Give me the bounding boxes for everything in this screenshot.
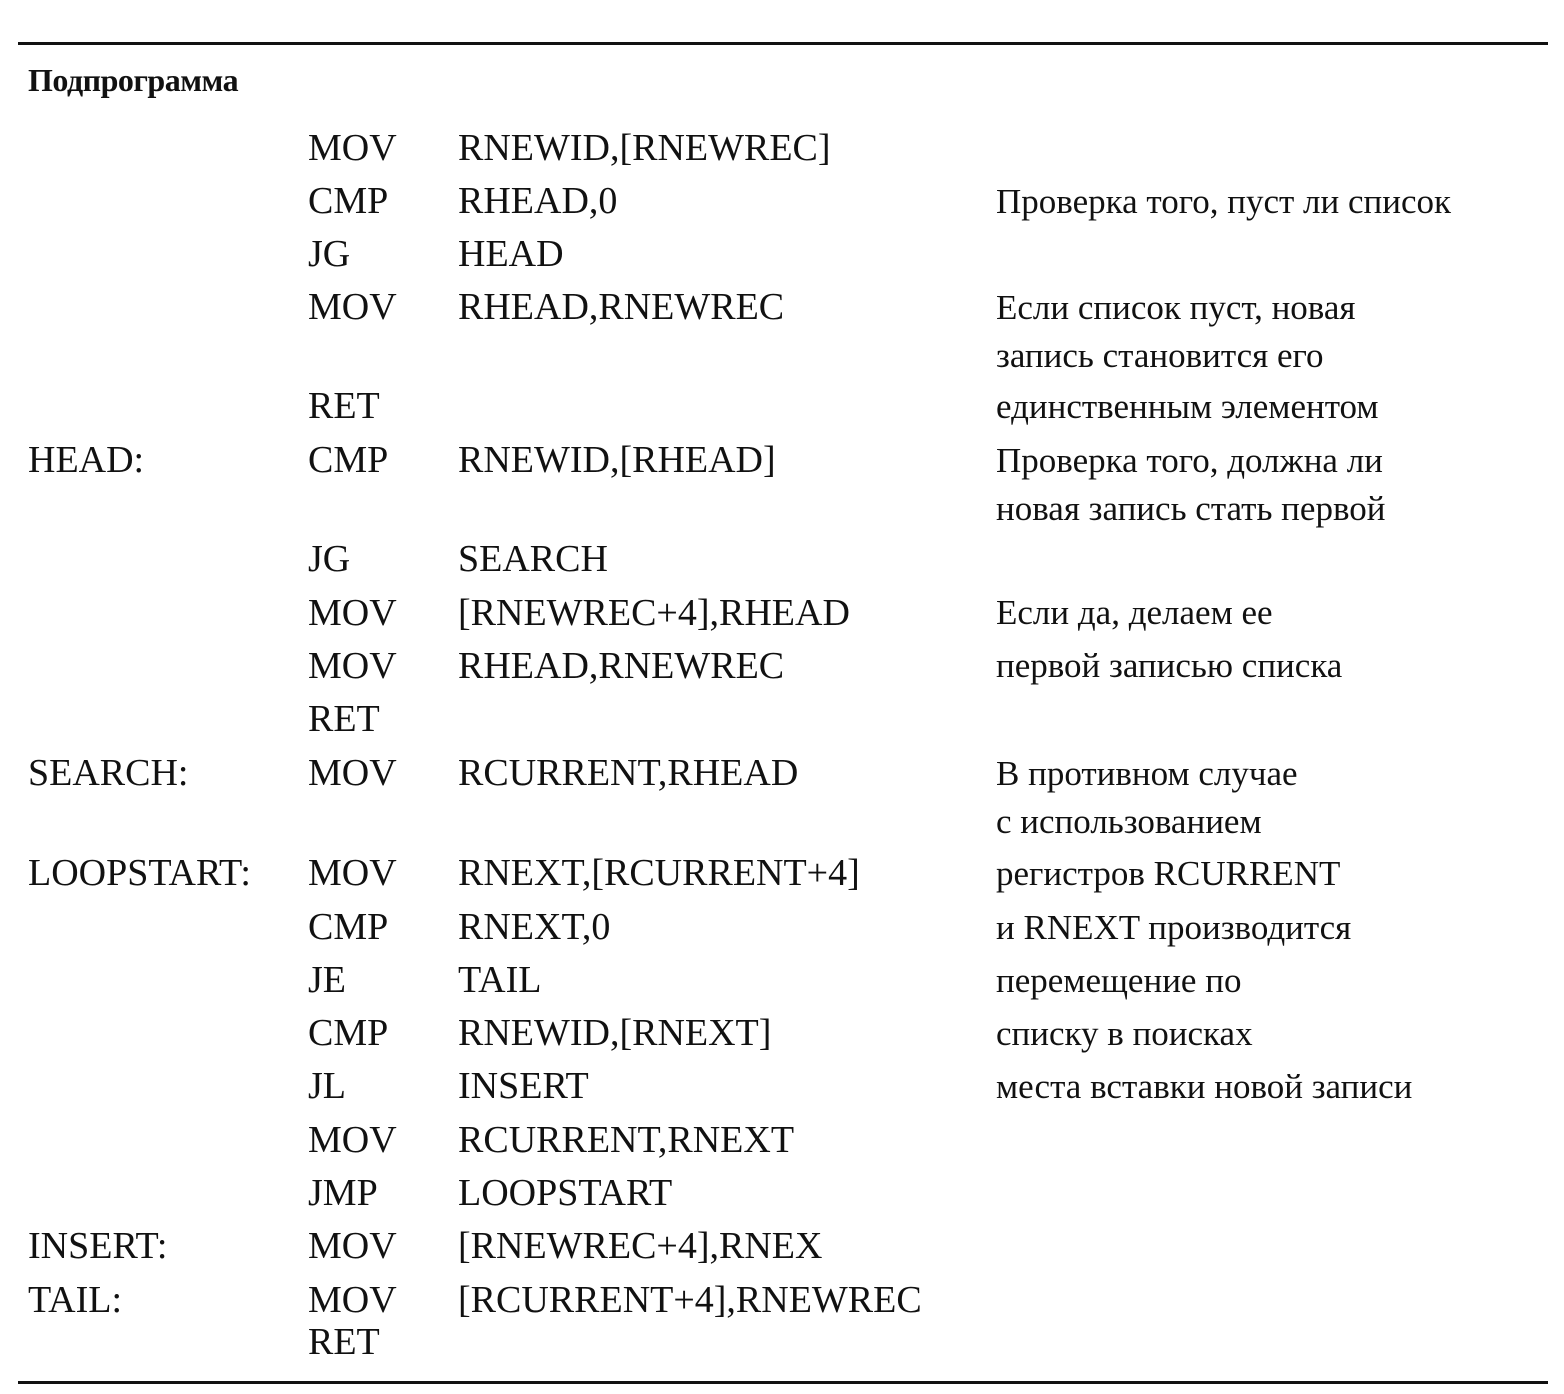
operands: HEAD [458,233,564,275]
comment-line: и RNEXT производится [996,908,1352,947]
opcode: JL [308,1065,346,1107]
opcode: MOV [308,645,397,687]
code-label: HEAD: [28,439,145,481]
opcode: MOV [308,1279,397,1321]
comment-line: Если список пуст, новая [996,288,1356,327]
comment-line: Проверка того, должна ли [996,441,1383,480]
comment-line: места вставки новой записи [996,1067,1413,1106]
comment-line: списку в поисках [996,1014,1253,1053]
operands: RNEWID,[RNEXT] [458,1012,772,1054]
operands: SEARCH [458,538,608,580]
comment-line: с использованием [996,802,1262,841]
code-label: SEARCH: [28,752,189,794]
opcode: CMP [308,1012,389,1054]
comment-line: первой записью списка [996,646,1343,685]
opcode: RET [308,698,380,740]
code-label: INSERT: [28,1225,168,1267]
opcode: MOV [308,286,397,328]
opcode: MOV [308,592,397,634]
comment-line: Если да, делаем ее [996,593,1273,632]
opcode: CMP [308,906,389,948]
comment-line: запись становится его [996,336,1324,375]
opcode: JG [308,538,351,580]
opcode: MOV [308,1119,397,1161]
comment-line: перемещение по [996,961,1242,1000]
opcode: RET [308,1321,380,1363]
opcode: MOV [308,752,397,794]
opcode: CMP [308,439,389,481]
operands: [RCURRENT+4],RNEWREC [458,1279,922,1321]
operands: RHEAD,0 [458,180,618,222]
top-rule [18,42,1548,45]
operands: RHEAD,RNEWREC [458,286,785,328]
code-label: LOOPSTART: [28,852,251,894]
section-title: Подпрограмма [28,62,239,98]
opcode: JE [308,959,346,1001]
opcode: MOV [308,852,397,894]
operands: [RNEWREC+4],RHEAD [458,592,850,634]
code-label: TAIL: [28,1279,123,1321]
operands: TAIL [458,959,542,1001]
operands: RNEXT,[RCURRENT+4] [458,852,860,894]
operands: RNEXT,0 [458,906,611,948]
operands: RNEWID,[RNEWREC] [458,127,831,169]
operands: RHEAD,RNEWREC [458,645,785,687]
comment-line: новая запись стать первой [996,489,1386,528]
comment-line: единственным элементом [996,387,1379,426]
opcode: CMP [308,180,389,222]
operands: RNEWID,[RHEAD] [458,439,776,481]
opcode: MOV [308,1225,397,1267]
operands: RCURRENT,RNEXT [458,1119,795,1161]
operands: INSERT [458,1065,589,1107]
comment-line: регистров RCURRENT [996,854,1341,893]
opcode: RET [308,385,380,427]
opcode: MOV [308,127,397,169]
opcode: JG [308,233,351,275]
comment-line: В противном случае [996,754,1298,793]
bottom-rule [18,1381,1548,1384]
operands: LOOPSTART [458,1172,673,1214]
comment-line: Проверка того, пуст ли список [996,182,1451,221]
operands: [RNEWREC+4],RNEX [458,1225,823,1267]
opcode: JMP [308,1172,378,1214]
operands: RCURRENT,RHEAD [458,752,799,794]
